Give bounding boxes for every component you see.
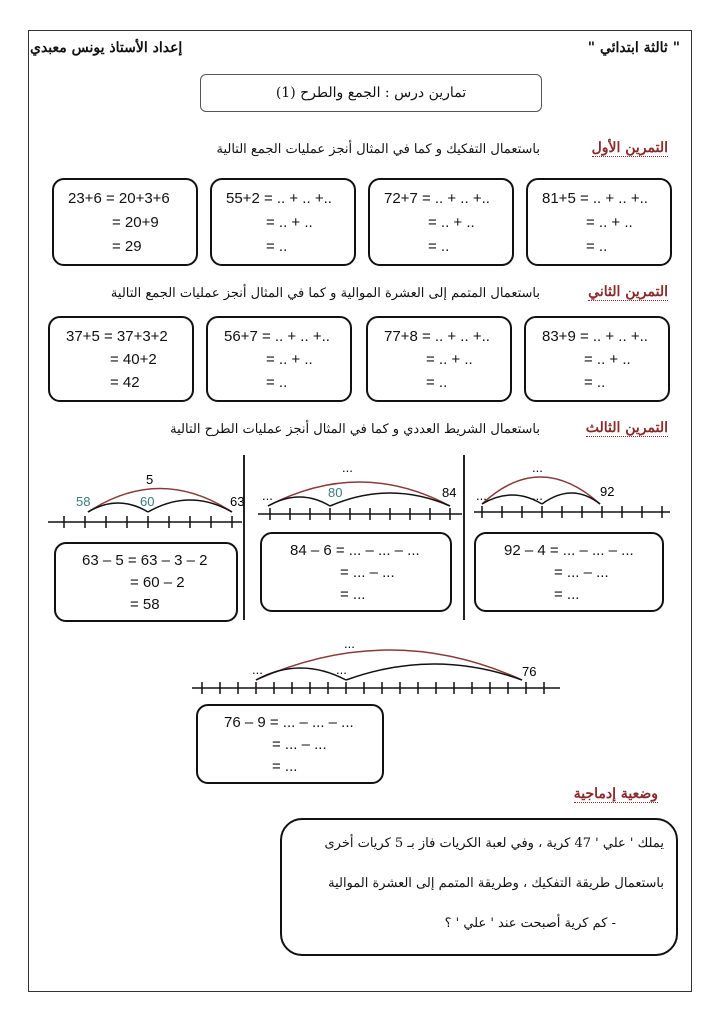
exercise-1-label: التمرين الأول [591, 140, 668, 156]
nl1-end-label: 63 [230, 494, 245, 509]
number-line-4 [192, 636, 560, 694]
exercise-2-label: التمرين الثاني [588, 284, 668, 300]
nl4-top-label: ... [344, 636, 355, 651]
exercise-2-instruction: باستعمال المتمم إلى العشرة الموالية و كما في المثال أنجز عمليات الجمع التالية [110, 286, 540, 301]
ex2-box-4[interactable]: 83+9 = .. + .. +.. = .. + .. = .. [524, 316, 670, 402]
nl4-mid-label: ... [336, 662, 347, 677]
ex1-box-2[interactable]: 55+2 = .. + .. +.. = .. + .. = .. [210, 178, 356, 266]
nl4-start-label: ... [252, 662, 263, 677]
nl3-top-label: ... [532, 460, 543, 475]
number-line-1 [48, 472, 244, 528]
situation-line-1: يملك ' علي ' 47 كرية ، وفي لعبة الكريات فاز بـ 5 كريات أخرى [324, 836, 664, 851]
nl3-mid-label: ... [532, 488, 543, 503]
lesson-title: تمارين درس : الجمع والطرح (1) [200, 74, 542, 112]
situation-question: - كم كرية أصبحت عند ' علي ' ؟ [444, 916, 616, 931]
number-line-3 [474, 460, 670, 518]
situation-line-2: باستعمال طريقة التفكيك ، وطريقة المتمم إلى العشرة الموالية [328, 876, 664, 891]
nl2-mid-label: 80 [328, 485, 343, 500]
ex3-box-2[interactable]: 84 – 6 = ... – ... – ... = ... – ... = ... [260, 532, 452, 612]
ex2-box-1: 37+5 = 37+3+2 = 40+2 = 42 [48, 316, 194, 402]
nl2-end-label: 84 [442, 485, 457, 500]
ex2-box-3[interactable]: 77+8 = .. + .. +.. = .. + .. = .. [366, 316, 512, 402]
grade-level: " ثالثة ابتدائي " [587, 40, 680, 56]
exercise-3-label: التمرين الثالث [585, 420, 668, 436]
nl1-top-label: 5 [146, 472, 154, 487]
exercise-1-instruction: باستعمال التفكيك و كما في المثال أنجز عمليات الجمع التالية [216, 142, 540, 157]
ex1-box-4[interactable]: 81+5 = .. + .. +.. = .. + .. = .. [526, 178, 672, 266]
nl3-end-label: 92 [600, 484, 615, 499]
nl2-top-label: ... [342, 460, 353, 475]
ex1-box-1: 23+6 = 20+3+6 = 20+9 = 29 [52, 178, 198, 266]
nl4-end-label: 76 [522, 664, 537, 679]
teacher-credit: إعداد الأستاذ يونس معبدي [30, 40, 183, 56]
ex1-box-3[interactable]: 72+7 = .. + .. +.. = .. + .. = .. [368, 178, 514, 266]
ex3-box-4[interactable]: 76 – 9 = ... – ... – ... = ... – ... = ... [196, 704, 384, 784]
ex2-box-2[interactable]: 56+7 = .. + .. +.. = .. + .. = .. [206, 316, 352, 402]
nl1-start-label: 58 [76, 494, 91, 509]
ex3-box-1: 63 – 5 = 63 – 3 – 2 = 60 – 2 = 58 [54, 542, 238, 622]
ex3-box-3[interactable]: 92 – 4 = ... – ... – ... = ... – ... = ... [474, 532, 664, 612]
nl1-mid-label: 60 [140, 494, 155, 509]
nl2-start-label: ... [262, 488, 273, 503]
nl3-start-label: ... [476, 488, 487, 503]
situation-label: وضعية إدماجية [573, 786, 658, 802]
exercise-3-instruction: باستعمال الشريط العددي و كما في المثال أنجز عمليات الطرح التالية [170, 422, 540, 437]
situation-box [280, 818, 678, 956]
number-line-2 [258, 460, 462, 520]
